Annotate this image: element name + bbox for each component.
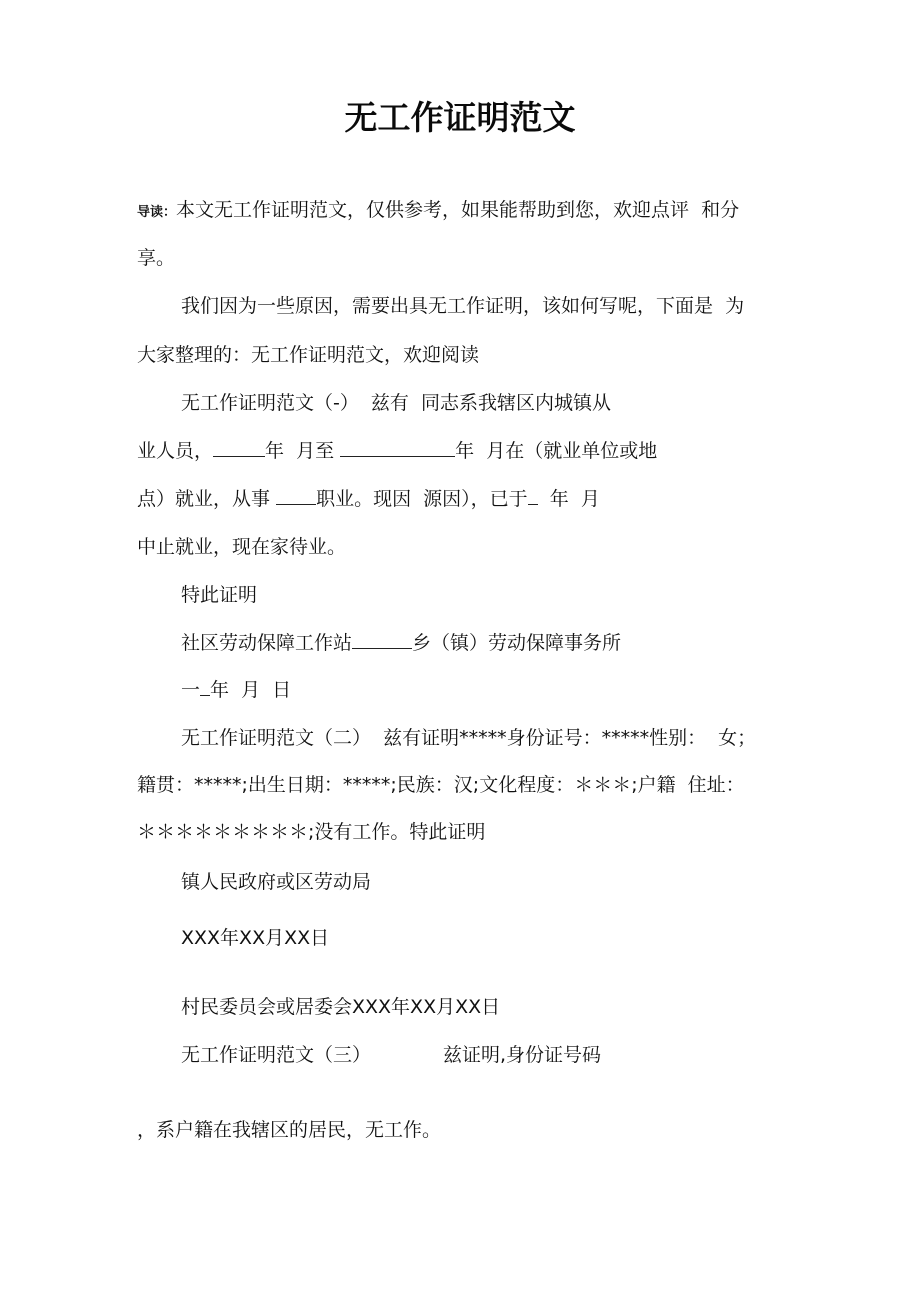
intro-label: 导读： bbox=[137, 205, 177, 220]
intro-line-2: 享。 bbox=[137, 247, 176, 269]
sample-2-line-2: 籍贯：*****;出生日期：*****;民族：汉;文化程度：＊＊＊;户籍 住址： bbox=[137, 774, 745, 796]
blank-underline bbox=[352, 630, 412, 649]
blank-underline bbox=[200, 677, 210, 696]
sample-1-heading: 无工作证明范文（-） 兹有 同志系我辖区内城镇从 bbox=[181, 392, 612, 414]
paragraph-1-line-1: 我们因为一些原因，需要出具无工作证明，该如何写呢，下面是 为 bbox=[181, 295, 745, 317]
text-segment: 年 月 日 bbox=[210, 679, 292, 701]
sample-2-committee: 村民委员会或居委会XXX年XX月XX日 bbox=[181, 996, 501, 1018]
sample-2-line-3: ＊＊＊＊＊＊＊＊＊;没有工作。特此证明 bbox=[137, 821, 486, 843]
blank-underline bbox=[528, 486, 538, 505]
text-segment: 职业。现因 源因），已于 bbox=[316, 488, 528, 510]
text-segment: 乡（镇）劳动保障事务所 bbox=[412, 632, 622, 654]
sample-3-heading: 无工作证明范文（三） bbox=[181, 1044, 372, 1066]
blank-underline bbox=[213, 438, 265, 457]
sample-3-heading-right: 兹证明,身份证号码 bbox=[443, 1044, 602, 1066]
document-title: 无工作证明范文 bbox=[344, 98, 576, 137]
text-segment: 年 月至 bbox=[265, 440, 335, 462]
intro-text: 本文无工作证明范文，仅供参考，如果能帮助到您，欢迎点评 和分 bbox=[176, 199, 740, 221]
sample-3-line-2: ，系户籍在我辖区的居民，无工作。 bbox=[137, 1119, 442, 1141]
intro-line-1 bbox=[137, 197, 739, 226]
sample-1-line-2 bbox=[137, 438, 657, 464]
text-segment: 一 bbox=[181, 679, 201, 701]
sample-2-date: XXX年XX月XX日 bbox=[181, 927, 330, 949]
text-segment: 业人员， bbox=[137, 440, 214, 462]
sample-1-closing: 特此证明 bbox=[181, 584, 258, 606]
paragraph-1-line-2: 大家整理的：无工作证明范文，欢迎阅读 bbox=[137, 344, 480, 366]
text-segment: 点）就业，从事 bbox=[137, 488, 271, 510]
text-segment: 社区劳动保障工作站 bbox=[181, 632, 353, 654]
blank-underline bbox=[276, 486, 316, 505]
sample-2-heading: 无工作证明范文（二） 兹有证明*****身份证号：*****性别： 女； bbox=[181, 727, 757, 749]
sample-1-line-3 bbox=[137, 486, 600, 512]
sample-1-signatory bbox=[181, 630, 621, 656]
sample-2-signatory: 镇人民政府或区劳动局 bbox=[181, 871, 372, 893]
blank-underline bbox=[340, 438, 455, 457]
text-segment: 年 月 bbox=[537, 488, 600, 510]
text-segment: 年 月在（就业单位或地 bbox=[455, 440, 658, 462]
sample-1-line-4: 中止就业，现在家待业。 bbox=[137, 536, 347, 558]
sample-1-date bbox=[181, 677, 291, 703]
